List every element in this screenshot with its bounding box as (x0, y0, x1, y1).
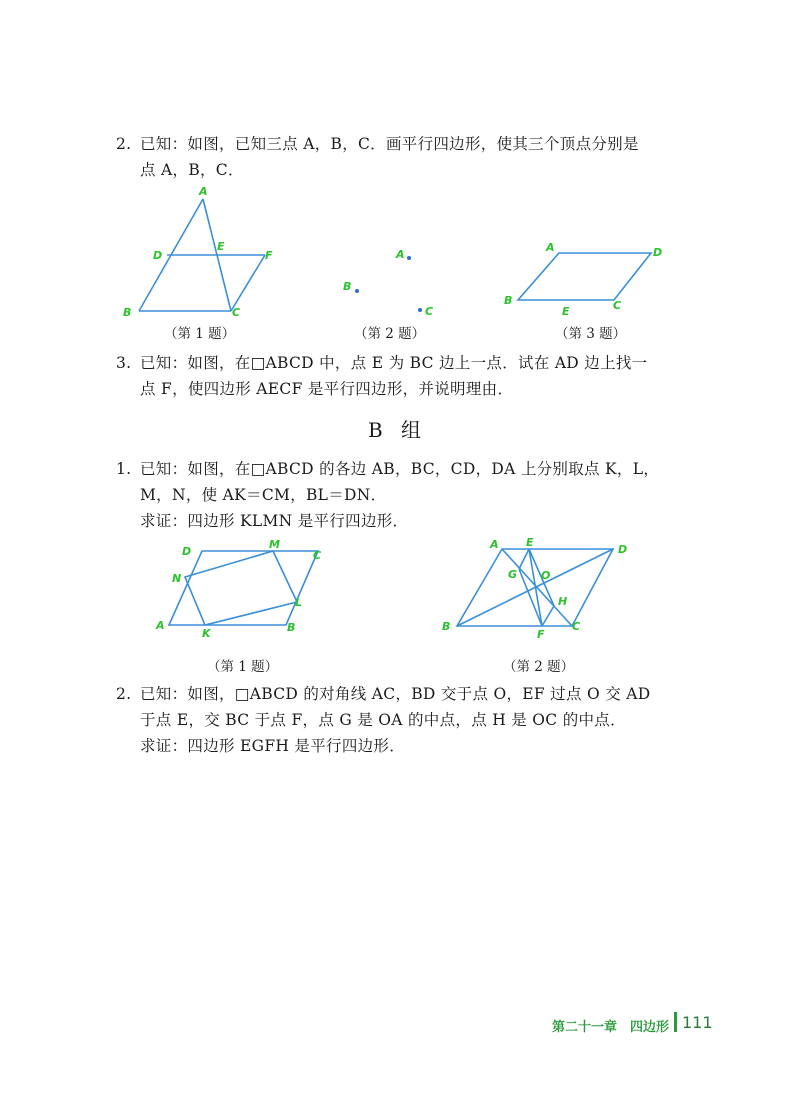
problem-text-line: M，N，使 AK＝CM，BL＝DN． (140, 486, 387, 504)
section-heading: B 组 (368, 418, 428, 442)
footer-chapter-title: 四边形 (630, 1020, 670, 1035)
problem-number: 3. (116, 354, 132, 372)
figure-a3 (500, 236, 670, 321)
label-d: D (618, 543, 628, 556)
figure-caption: （第 2 题） (354, 326, 426, 342)
label-g: G (508, 568, 518, 581)
footer-chapter: 第二十一章 (552, 1020, 618, 1035)
label-b: B (343, 280, 352, 293)
figure-b1 (150, 536, 340, 646)
label-k: K (202, 627, 211, 640)
figure-a2 (330, 230, 450, 330)
label-a: A (490, 538, 499, 551)
problem-text-line: 求证：四边形 KLMN 是平行四边形． (140, 512, 409, 530)
label-b: B (442, 620, 451, 633)
label-a: A (199, 185, 208, 198)
label-h: H (558, 595, 568, 608)
label-d: D (653, 246, 663, 259)
figure-caption: （第 1 题） (207, 659, 279, 675)
label-f: F (265, 249, 273, 262)
label-c: C (425, 305, 434, 318)
label-l: L (295, 596, 303, 609)
problem-text-line: 点 A，B，C． (140, 161, 244, 179)
problem-number: 1. (116, 460, 132, 478)
label-b: B (504, 294, 513, 307)
problem-text-line: 已知：如图，已知三点 A，B，C．画平行四边形，使其三个顶点分别是 (140, 135, 639, 153)
label-f: F (537, 628, 545, 641)
label-d: D (153, 249, 163, 262)
figure-caption: （第 1 题） (164, 326, 236, 342)
problem-a2 (116, 131, 639, 183)
footer-divider (674, 1012, 677, 1032)
figure-a1 (115, 180, 285, 325)
figure-caption: （第 2 题） (503, 659, 575, 675)
label-n: N (172, 572, 182, 585)
figure-caption: （第 3 题） (555, 326, 627, 342)
label-d: D (182, 545, 192, 558)
label-b: B (287, 621, 296, 634)
label-c: C (572, 620, 581, 633)
label-a: A (156, 619, 165, 632)
label-c: C (613, 299, 622, 312)
problem-b2 (116, 681, 651, 759)
label-o: O (541, 569, 551, 582)
label-b: B (123, 306, 132, 319)
problem-text-line: 求证：四边形 EGFH 是平行四边形． (140, 737, 406, 755)
label-c: C (232, 306, 241, 319)
label-a: A (546, 241, 555, 254)
problem-number: 2. (116, 685, 132, 703)
problem-text-line: 已知：如图，在□ABCD 的各边 AB，BC，CD，DA 上分别取点 K，L， (140, 460, 660, 478)
label-e: E (217, 240, 225, 253)
label-e: E (526, 536, 534, 549)
problem-text-line: 点 F，使四边形 AECF 是平行四边形，并说明理由． (140, 380, 514, 398)
problem-text-line: 已知：如图，□ABCD 的对角线 AC，BD 交于点 O，EF 过点 O 交 AD (140, 685, 651, 703)
problem-a3 (116, 350, 647, 402)
page-number: 111 (682, 1013, 713, 1032)
problem-text-line: 已知：如图，在□ABCD 中，点 E 为 BC 边上一点．试在 AD 边上找一 (140, 354, 648, 372)
label-m: M (269, 538, 280, 551)
figure-b2 (435, 532, 645, 644)
label-e: E (562, 305, 570, 318)
problem-text-line: 于点 E，交 BC 于点 F，点 G 是 OA 的中点，点 H 是 OC 的中点． (140, 711, 626, 729)
problem-number: 2. (116, 135, 132, 153)
problem-b1 (116, 456, 659, 534)
label-c: C (313, 549, 322, 562)
label-a: A (396, 248, 405, 261)
